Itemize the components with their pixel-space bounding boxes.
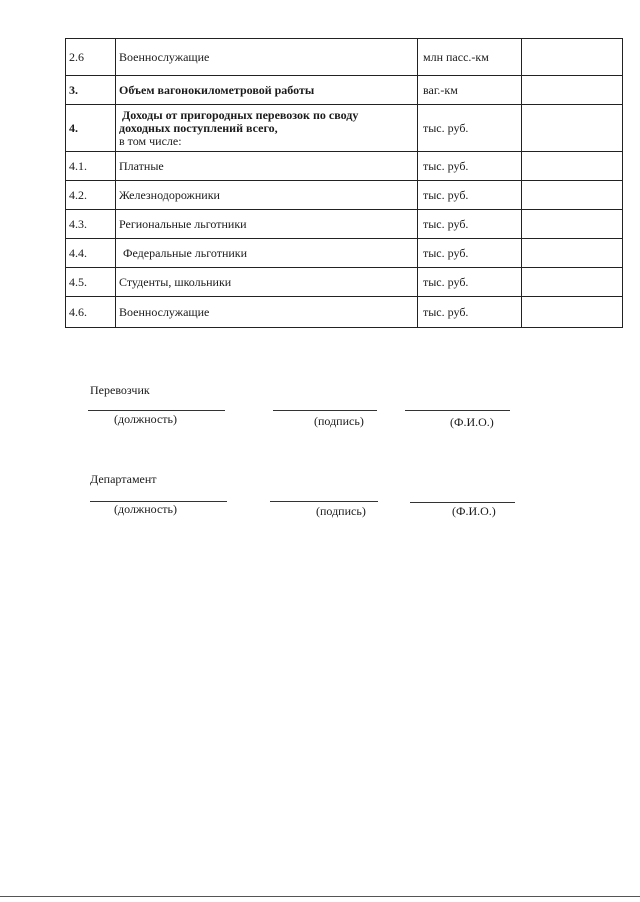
table-row bbox=[66, 268, 623, 297]
row-number: 3. bbox=[66, 76, 116, 105]
row-name-line: Доходы от пригородных перевозок по своду bbox=[122, 107, 359, 122]
position-caption: (должность) bbox=[114, 502, 177, 516]
row-unit bbox=[418, 76, 522, 105]
row-unit bbox=[418, 181, 522, 210]
row-name-line: Железнодорожники bbox=[119, 187, 220, 202]
row-name-line: Военнослужащие bbox=[119, 304, 210, 319]
row-unit-text: тыс. руб. bbox=[423, 120, 469, 135]
row-number: 4.6. bbox=[66, 297, 116, 328]
name-caption: (Ф.И.О.) bbox=[452, 504, 496, 518]
table-row bbox=[66, 210, 623, 239]
row-name bbox=[116, 268, 418, 297]
row-number: 2.6 bbox=[66, 39, 116, 76]
row-value bbox=[522, 239, 623, 268]
row-value bbox=[522, 268, 623, 297]
row-name bbox=[116, 210, 418, 239]
row-value bbox=[522, 105, 623, 152]
row-name bbox=[116, 181, 418, 210]
table-row bbox=[66, 297, 623, 328]
scan-edge-line bbox=[0, 896, 640, 897]
signature-caption: (подпись) bbox=[316, 504, 366, 518]
row-unit bbox=[418, 268, 522, 297]
name-caption: (Ф.И.О.) bbox=[450, 415, 494, 429]
row-number: 4.4. bbox=[66, 239, 116, 268]
position-caption: (должность) bbox=[114, 412, 177, 426]
row-unit bbox=[418, 297, 522, 328]
row-name bbox=[116, 297, 418, 328]
row-unit-text: тыс. руб. bbox=[423, 304, 469, 319]
row-unit-text: тыс. руб. bbox=[423, 187, 469, 202]
position-line bbox=[88, 410, 225, 411]
name-line bbox=[410, 502, 515, 503]
row-unit bbox=[418, 152, 522, 181]
name-line bbox=[405, 410, 510, 411]
row-name bbox=[116, 39, 418, 76]
table-row bbox=[66, 76, 623, 105]
row-value bbox=[522, 181, 623, 210]
signature-caption: (подпись) bbox=[314, 414, 364, 428]
row-value bbox=[522, 297, 623, 328]
row-value bbox=[522, 76, 623, 105]
row-name bbox=[116, 152, 418, 181]
row-number: 4.2. bbox=[66, 181, 116, 210]
table-row bbox=[66, 239, 623, 268]
row-unit-text: тыс. руб. bbox=[423, 158, 469, 173]
row-unit bbox=[418, 105, 522, 152]
signature-title: Департамент bbox=[90, 472, 157, 486]
row-value bbox=[522, 152, 623, 181]
row-name-line: Военнослужащие bbox=[119, 49, 210, 64]
table-row bbox=[66, 39, 623, 76]
row-unit bbox=[418, 239, 522, 268]
row-name-line: Объем вагонокилометровой работы bbox=[119, 82, 315, 97]
row-unit bbox=[418, 39, 522, 76]
row-name bbox=[116, 239, 418, 268]
signature-line bbox=[270, 501, 378, 502]
report-table bbox=[65, 38, 623, 328]
signature-title: Перевозчик bbox=[90, 383, 150, 397]
row-name-line: доходных поступлений всего, bbox=[119, 120, 278, 135]
row-number: 4.5. bbox=[66, 268, 116, 297]
table-row bbox=[66, 181, 623, 210]
row-name bbox=[116, 76, 418, 105]
row-unit-text: млн пасс.-км bbox=[423, 49, 489, 64]
table-row bbox=[66, 105, 623, 152]
table-row bbox=[66, 152, 623, 181]
row-unit-text: тыс. руб. bbox=[423, 245, 469, 260]
row-name-line: Платные bbox=[119, 158, 164, 173]
row-number: 4. bbox=[66, 105, 116, 152]
row-name-line: в том числе: bbox=[119, 133, 182, 148]
row-value bbox=[522, 39, 623, 76]
signature-line bbox=[273, 410, 377, 411]
row-name-line: Федеральные льготники bbox=[123, 245, 248, 260]
row-unit-text: ваг.-км bbox=[423, 82, 458, 97]
row-unit bbox=[418, 210, 522, 239]
row-name bbox=[116, 105, 418, 152]
row-number: 4.1. bbox=[66, 152, 116, 181]
row-value bbox=[522, 210, 623, 239]
row-number: 4.3. bbox=[66, 210, 116, 239]
row-name-line: Студенты, школьники bbox=[119, 274, 232, 289]
row-name-line: Региональные льготники bbox=[119, 216, 247, 231]
row-unit-text: тыс. руб. bbox=[423, 216, 469, 231]
row-unit-text: тыс. руб. bbox=[423, 274, 469, 289]
